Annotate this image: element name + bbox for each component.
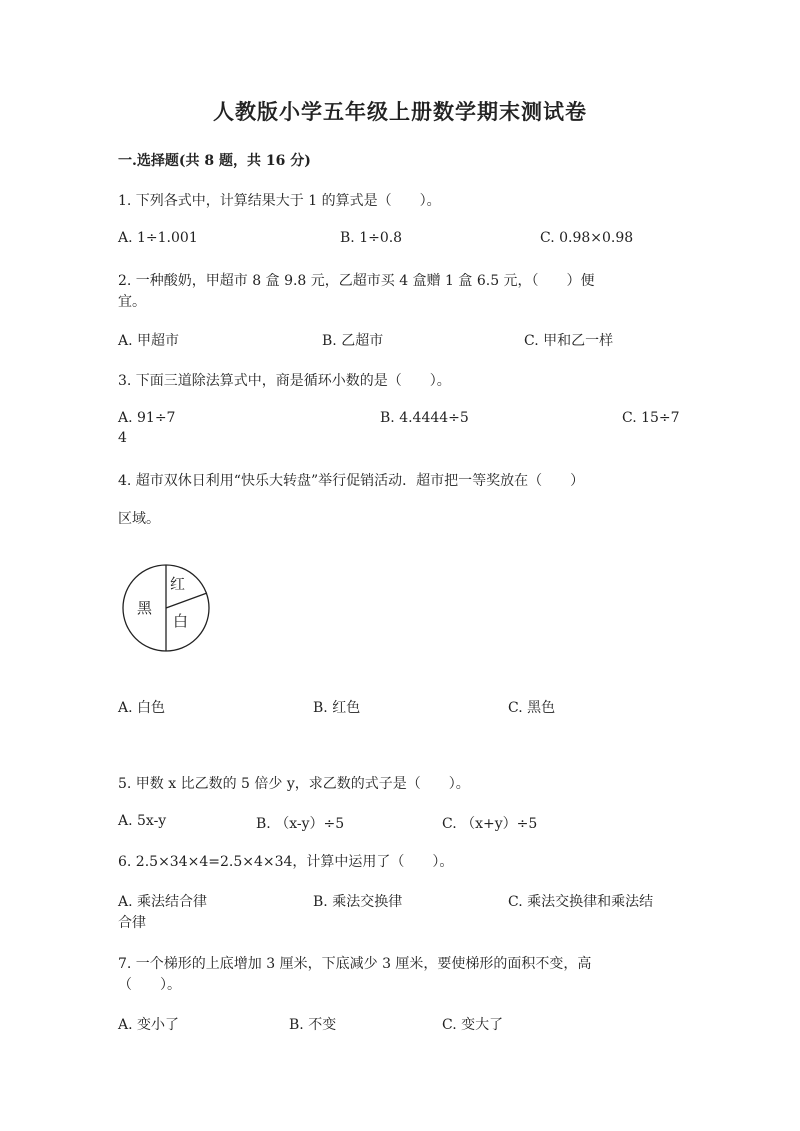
question-2-option-a: A. 甲超市 — [118, 333, 180, 349]
prize-wheel-figure — [120, 562, 212, 654]
question-5-option-c: C. （x+y）÷5 — [442, 816, 538, 832]
question-4-option-a: A. 白色 — [118, 700, 166, 716]
wheel-label-black: 黑 — [137, 599, 153, 617]
question-7-option-a: A. 变小了 — [118, 1017, 180, 1033]
question-5-stem: 5. 甲数 x 比乙数的 5 倍少 y，求乙数的式子是（ ）。 — [118, 776, 470, 792]
question-1-option-a: A. 1÷1.001 — [118, 230, 198, 246]
question-3-stem: 3. 下面三道除法算式中，商是循环小数的是（ ）。 — [118, 373, 451, 389]
question-6-option-wrap: 合律 — [118, 915, 146, 931]
question-4-option-c: C. 黑色 — [508, 700, 556, 716]
question-5-option-a: A. 5x-y — [118, 813, 167, 829]
question-1-option-b: B. 1÷0.8 — [340, 230, 403, 246]
question-4-stem-line2: 区域。 — [118, 511, 160, 527]
question-6-option-c: C. 乘法交换律和乘法结 — [508, 894, 654, 910]
question-1-option-c: C. 0.98×0.98 — [540, 230, 634, 246]
question-3-option-a: A. 91÷7 — [118, 410, 176, 426]
question-7-option-c: C. 变大了 — [442, 1017, 504, 1033]
question-7-stem-line1: 7. 一个梯形的上底增加 3 厘米，下底减少 3 厘米，要使梯形的面积不变，高 — [118, 956, 592, 972]
question-2-option-c: C. 甲和乙一样 — [524, 333, 614, 349]
question-4-option-b: B. 红色 — [313, 700, 361, 716]
question-7-option-b: B. 不变 — [289, 1017, 337, 1033]
wheel-label-white: 白 — [173, 612, 189, 630]
question-7-stem-line2: （ ）。 — [118, 977, 181, 993]
question-1-stem: 1. 下列各式中，计算结果大于 1 的算式是（ ）。 — [118, 193, 441, 209]
question-2-stem-line1: 2. 一种酸奶，甲超市 8 盒 9.8 元，乙超市买 4 盒赠 1 盒 6.5 元，（ ）便 — [118, 273, 595, 289]
question-6-stem: 6. 2.5×34×4=2.5×4×34，计算中运用了（ ）。 — [118, 854, 454, 870]
question-2-stem-line2: 宜。 — [118, 294, 146, 310]
wheel-label-red: 红 — [170, 575, 186, 593]
question-6-option-b: B. 乘法交换律 — [313, 894, 403, 910]
question-6-option-a: A. 乘法结合律 — [118, 894, 208, 910]
question-2-option-b: B. 乙超市 — [322, 333, 384, 349]
question-5-option-b: B. （x-y）÷5 — [256, 816, 345, 832]
page-title: 人教版小学五年级上册数学期末测试卷 — [213, 99, 587, 124]
section-header: 一.选择题(共 8 题，共 16 分) — [118, 153, 311, 169]
question-4-stem-line1: 4. 超市双休日利用“快乐大转盘”举行促销活动．超市把一等奖放在（ ） — [118, 473, 585, 489]
question-3-option-c: C. 15÷7 — [622, 410, 680, 426]
question-3-option-wrap: 4 — [118, 430, 127, 446]
question-3-option-b: B. 4.4444÷5 — [380, 410, 469, 426]
